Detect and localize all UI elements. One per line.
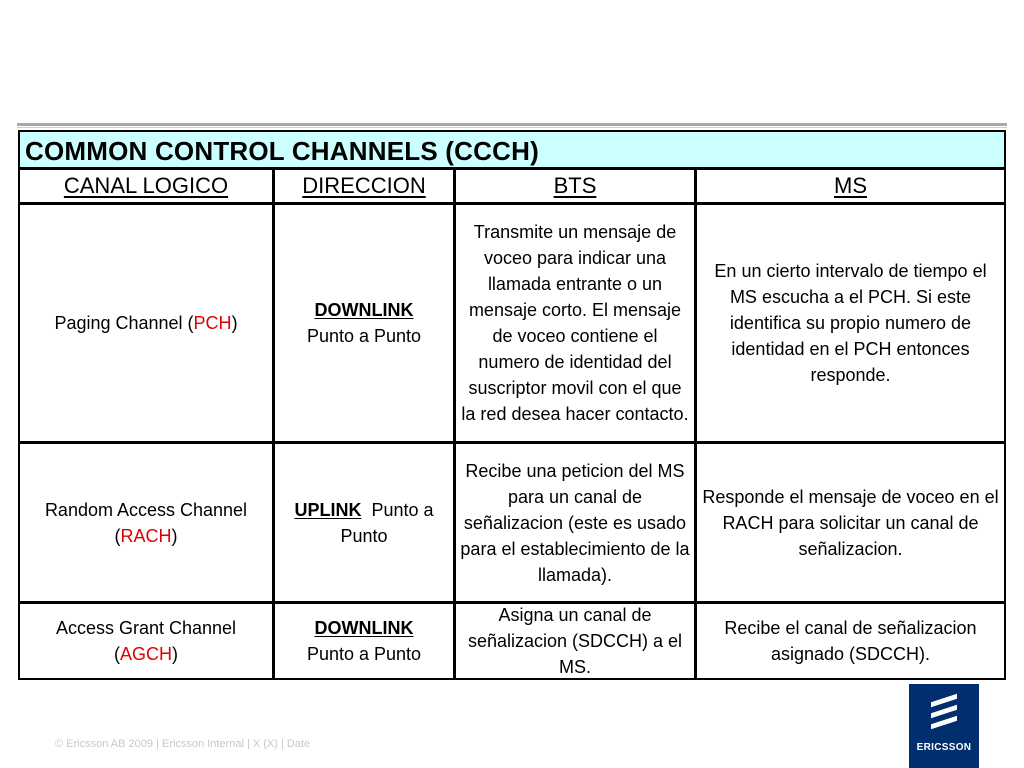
table-row-agch-channel: Access Grant Channel (AGCH) xyxy=(55,618,237,664)
table-row-rach-direction: UPLINK Punto a Punto xyxy=(294,499,434,546)
channel-code-pch: PCH xyxy=(193,313,232,333)
table-row-pch-direction: DOWNLINK Punto a Punto xyxy=(306,300,422,346)
top-rule xyxy=(17,123,1007,126)
table-row-pch-ms: En un cierto intervalo de tiempo el MS escucha a el PCH. Si este identifica su propio numero de identidad en el PCH entonces responde. xyxy=(714,261,987,385)
direction-keyword: DOWNLINK xyxy=(314,618,414,638)
table-row-rach-channel: Random Access Channel (RACH) xyxy=(44,499,248,546)
ccch-table xyxy=(18,130,1006,680)
table-row-rach-ms: Responde el mensaje de voceo en el RACH para solicitar un canal de señalizacion. xyxy=(702,486,999,559)
direction-keyword: DOWNLINK xyxy=(314,300,414,320)
footer-text: © Ericsson AB 2009 | Ericsson Internal | X (X) | Date xyxy=(55,738,311,750)
table-row-agch-bts: Asigna un canal de señalizacion (SDCCH) a el MS. xyxy=(467,605,683,677)
direction-keyword: UPLINK xyxy=(294,499,362,520)
header-bts: BTS xyxy=(456,170,694,205)
header-ms: MS xyxy=(697,170,1004,205)
channel-code-rach: RACH xyxy=(120,525,172,546)
table-row-pch-channel: Paging Channel (PCH) xyxy=(54,313,238,333)
top-rule-shadow xyxy=(17,127,1007,128)
table-row-rach-bts: Recibe una peticion del MS para un canal de señalizacion (este es usado para el establecimiento de la llamada). xyxy=(460,460,690,585)
channel-code-agch: AGCH xyxy=(119,644,172,664)
table-row-pch-bts: Transmite un mensaje de voceo para indicar una llamada entrante o un mensaje corto. El mensaje de voceo contiene el numero de identidad del suscriptor movil con el que la red desea hacer contacto. xyxy=(461,222,689,424)
logo-wordmark: ERICSSON xyxy=(916,742,972,753)
table-row-agch-direction: DOWNLINK Punto a Punto xyxy=(306,618,422,664)
header-direccion: DIRECCION xyxy=(275,170,453,205)
ericsson-logo xyxy=(909,684,979,768)
header-canal-logico: CANAL LOGICO xyxy=(20,170,272,205)
table-banner: COMMON CONTROL CHANNELS (CCCH) xyxy=(20,132,1004,170)
table-row-agch-ms: Recibe el canal de señalizacion asignado (SDCCH). xyxy=(724,618,977,664)
